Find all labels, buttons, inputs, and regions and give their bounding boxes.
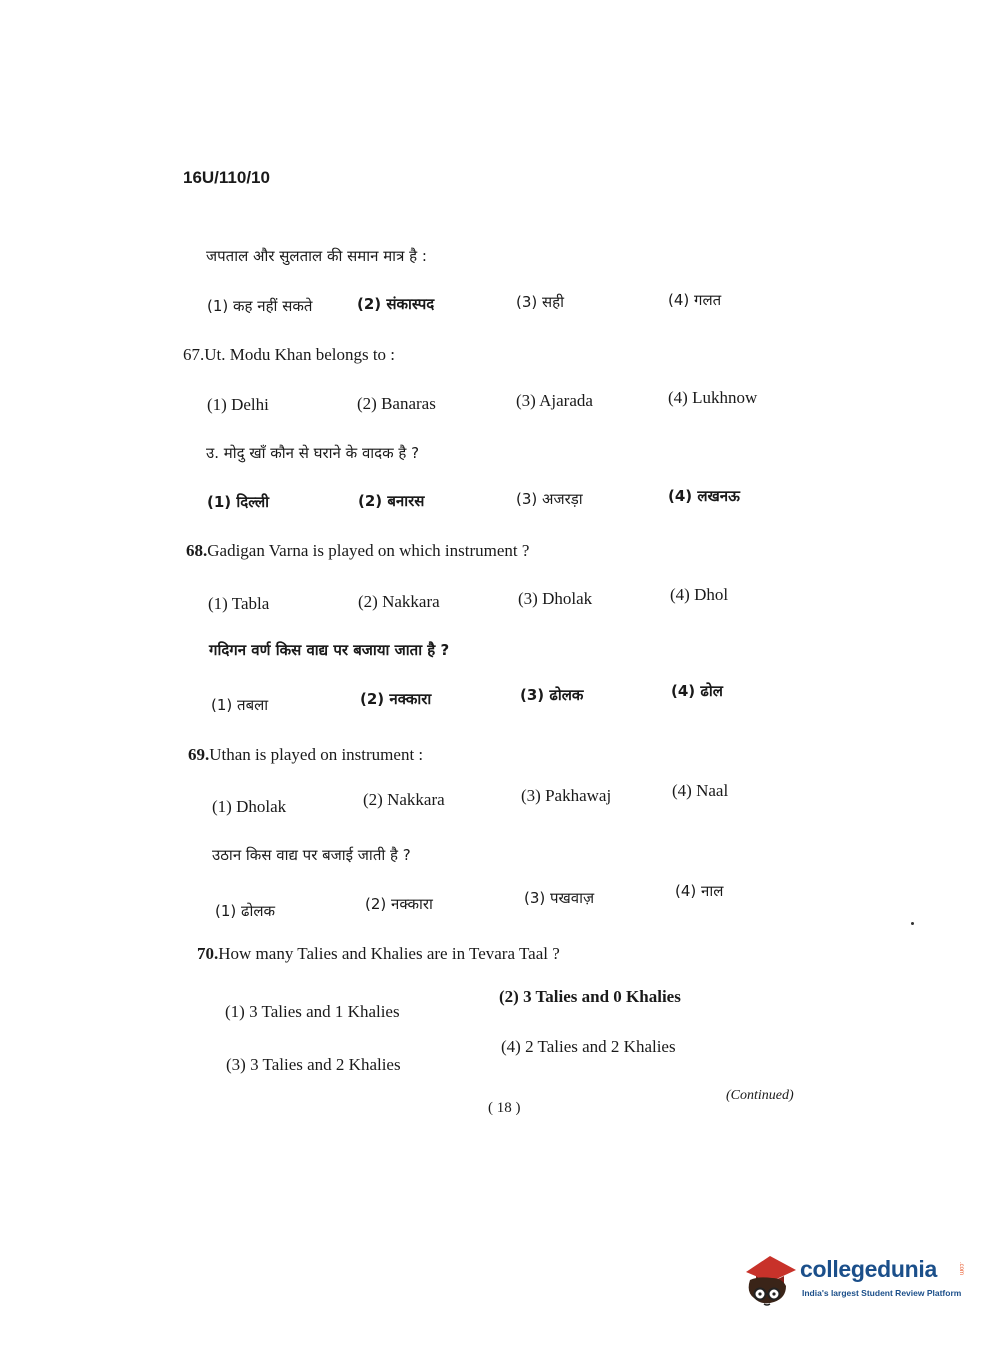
q69-question xyxy=(188,745,423,765)
q67-number: 67. xyxy=(183,345,205,364)
q70-option-1: (1) 3 Talies and 1 Khalies xyxy=(225,1002,400,1021)
q68-number: 68. xyxy=(186,541,208,560)
q66-option-3: (3) सही xyxy=(516,293,565,311)
q70-option-2: (2) 3 Talies and 0 Khalies xyxy=(499,987,681,1006)
q67-question xyxy=(183,345,395,365)
q69-option-3-hi: (3) पखवाज़ xyxy=(524,889,595,907)
q69-option-4-hi: (4) नाल xyxy=(675,882,724,900)
q69-question-text: Uthan is played on instrument : xyxy=(209,745,424,764)
logo-wordmark: collegedunia xyxy=(800,1256,937,1282)
q67-question-hi: उ. मोदु खाँ कौन से घराने के वादक है ? xyxy=(206,444,420,462)
q66-option-4: (4) गलत xyxy=(668,291,722,309)
q68-option-1-en: (1) Tabla xyxy=(208,594,270,613)
q68-option-3-hi: (3) ढोलक xyxy=(520,686,584,704)
q67-question-text: Ut. Modu Khan belongs to : xyxy=(204,345,396,364)
q67-option-1-hi: (1) दिल्ली xyxy=(207,493,270,511)
q67-option-2-en: (2) Banaras xyxy=(357,394,436,413)
q69-option-2-en: (2) Nakkara xyxy=(363,790,445,809)
q69-option-2-hi: (2) नक्कारा xyxy=(365,895,433,913)
q70-number: 70. xyxy=(197,944,219,963)
mascot-icon xyxy=(742,1250,800,1312)
q70-option-3: (3) 3 Talies and 2 Khalies xyxy=(226,1055,401,1074)
q66-option-2: (2) संकास्पद xyxy=(357,295,435,313)
page-number: ( 18 ) xyxy=(488,1100,521,1116)
scan-speck xyxy=(911,922,914,925)
q67-option-3-en: (3) Ajarada xyxy=(516,391,593,410)
q69-number: 69. xyxy=(188,745,210,764)
q68-question-text: Gadigan Varna is played on which instrument ? xyxy=(207,541,530,560)
q67-option-4-en: (4) Lukhnow xyxy=(668,388,758,407)
q69-option-1-en: (1) Dholak xyxy=(212,797,287,816)
q68-option-4-en: (4) Dhol xyxy=(670,585,729,604)
q67-option-3-hi: (3) अजरड़ा xyxy=(516,490,583,508)
q69-option-1-hi: (1) ढोलक xyxy=(215,902,276,920)
logo-com: .com xyxy=(958,1262,964,1276)
q70-question xyxy=(197,944,560,964)
q67-option-4-hi: (4) लखनऊ xyxy=(668,487,740,505)
q68-option-3-en: (3) Dholak xyxy=(518,589,593,608)
q68-option-4-hi: (4) ढोल xyxy=(671,682,723,700)
continued-label: (Continued) xyxy=(726,1088,794,1103)
q69-option-3-en: (3) Pakhawaj xyxy=(521,786,612,805)
q68-option-2-en: (2) Nakkara xyxy=(358,592,440,611)
q66-question-hi: जपताल और सुलताल की समान मात्र है : xyxy=(206,247,427,265)
collegedunia-logo xyxy=(742,1250,972,1312)
q68-question xyxy=(186,541,529,561)
q70-option-4: (4) 2 Talies and 2 Khalies xyxy=(501,1037,676,1056)
q69-option-4-en: (4) Naal xyxy=(672,781,729,800)
q68-question-hi: गदिगन वर्ण किस वाद्य पर बजाया जाता है ? xyxy=(209,641,450,659)
q69-question-hi: उठान किस वाद्य पर बजाई जाती है ? xyxy=(212,846,411,864)
q67-option-1-en: (1) Delhi xyxy=(207,395,269,414)
q68-option-2-hi: (2) नक्कारा xyxy=(360,690,432,708)
q68-option-1-hi: (1) तबला xyxy=(211,696,269,714)
logo-tagline: India's largest Student Review Platform xyxy=(802,1288,962,1298)
paper-code: 16U/110/10 xyxy=(183,168,270,187)
q70-question-text: How many Talies and Khalies are in Tevara Taal ? xyxy=(218,944,560,963)
q67-option-2-hi: (2) बनारस xyxy=(358,492,425,510)
q66-option-1: (1) कह नहीं सकते xyxy=(207,297,313,315)
